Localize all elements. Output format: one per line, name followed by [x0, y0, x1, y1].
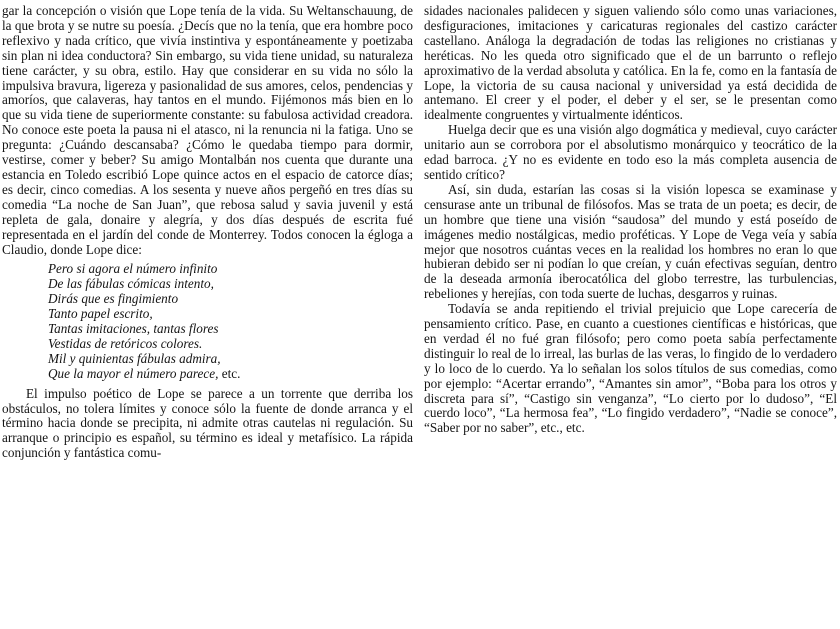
paragraph: sidades nacionales palidecen y siguen valiendo sólo como unas variaciones, desfiguraciones, imitaciones y caricaturas regionales del castizo carácter castellano. Análoga la degradación de todas las religiones no cristianas y heréticas. No les queda otro significado que el de un barrunto o reflejo aproximativo de la verdad absoluta y católica. En la fe, como en la fantasía de Lope, la victoria de su causa nacional y universidad ya está decidida de antemano. El creer y el poder, el deber y el ser, se le presentan como idealmente congruentes y virtualmente idénticos.: [424, 3, 837, 123]
poem-line: Que la mayor el número parece,: [48, 365, 219, 381]
poem-line: Vestidas de retóricos colores.: [48, 335, 203, 351]
poem-line: Tantas imitaciones, tantas flores: [48, 321, 219, 337]
paragraph: El impulso poético de Lope se parece a un torrente que derriba los obstáculos, no tolera límites y conoce sólo la fuente de donde arranca y el término hacia donde se precipita, ni admite otras cautelas ni regulación. Su arranque o principio es español, su término es ideal y metafísico. La rápida conjunción y fantástica comu-: [2, 385, 413, 461]
poem-line: De las fábulas cómicas intento,: [48, 276, 214, 292]
right-column: [424, 4, 837, 436]
paragraph: Huelga decir que es una visión algo dogmática y medieval, cuyo carácter unitario aun se corrobora por el absolutismo monárquico y teocrático de la edad barroca. ¿Y no es evidente en todo eso la más completa ausencia de sentido crítico?: [424, 122, 837, 182]
poem-line: Tanto papel escrito,: [48, 306, 153, 322]
paragraph: Todavía se anda repitiendo el trivial prejuicio que Lope carecería de pensamiento crítico. Pase, en cuanto a cuestiones científicas e históricas, que en verdad él no fué gran filósofo; pero como poeta sabía perfectamente distinguir lo real de lo irreal, las burlas de las veras, lo fingido de lo verdadero y lo loco de lo cuerdo. Ya lo señalan los solos títulos de sus comedias, como por ejemplo: “Acertar errando”, “Amantes sin amor”, “Boba para los otros y discreta para sí”, “Castigo sin venganza”, “Lo cierto por lo dudoso”, “El cuerdo loco”, “La hermosa fea”, “Lo fingido verdadero”, “Nadie se conoce”, “Saber por no saber”, etc., etc.: [424, 301, 837, 436]
paragraph: Así, sin duda, estarían las cosas si la visión lopesca se examinase y censurase ante un tribunal de filósofos. Mas se trata de un poeta; es decir, de un hombre que tiene una visión “saudosa” del mundo y está poseído de imágenes medio nostálgicas, medio proféticas. Y Lope de Vega veía y sabía mejor que nosotros cuántas veces en la realidad los hombres no eran lo que hubieran debido ser ni podían lo que creían, y cuán efectivas seguían, dentro de la deseada armonía iberocatólica del globo terrestre, las turbulencias, rebeliones y herejías, con toda suerte de luchas, desgarros y ruinas.: [424, 181, 837, 302]
poem-line: Mil y quinientas fábulas admira,: [48, 350, 221, 366]
poem-last-line: [48, 367, 413, 382]
poem-line: Dirás que es fingimiento: [48, 291, 179, 307]
poem-line: Pero si agora el número infinito: [48, 261, 218, 277]
poem-quote: [48, 262, 413, 381]
left-column: [2, 4, 413, 461]
paragraph: gar la concepción o visión que Lope tenía de la vida. Su Weltanschauung, de la que brota y se nutre su poesía. ¿Decís que no la tenía, que era hombre poco reflexivo y nada crítico, que vivía instintiva y espontáneamente y poetizaba sin plan ni idea conductora? Sin embargo, su vida tiene unidad, su naturaleza tiene carácter, y su obra, estilo. Hay que considerar en su vida no sólo la impulsiva bravura, ligereza y pasionalidad de sus amores, celos, pendencias y amoríos, que calaveras, hay tantos en el mundo. Fijémonos más bien en lo que su vida tiene de superiormente constante: su fabulosa actividad creadora. No conoce este poeta la pausa ni el atasco, ni la renuncia ni la fatiga. Uno se pregunta: ¿Cuándo descansaba? ¿Cómo le quedaba tiempo para dormir, vestirse, comer y beber? Su amigo Montalbán nos cuenta que durante una estancia en Toledo escribió Lope quince actos en el espacio de catorce días; es decir, cinco comedias. A los sesenta y nueve años pergeñó en tres días su comedia “La noche de San Juan”, que rebosa salud y savia juvenil y está repleta de gala, donaire y alegría, y dos días después de escrita fué representada en el jardín del conde de Monterrey. Todos conocen la égloga a Claudio, donde Lope dice:: [2, 3, 413, 257]
poem-etc: etc.: [221, 365, 241, 381]
